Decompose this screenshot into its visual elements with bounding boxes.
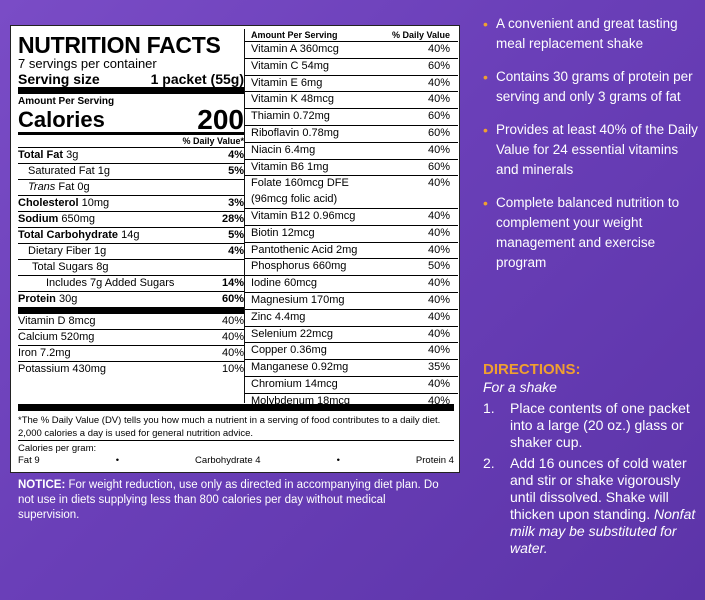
- vitamin-name: Magnesium 170mg: [251, 293, 345, 306]
- nutrient-dv: 4%: [228, 245, 244, 257]
- vitamin-name: Vitamin E 6mg: [251, 76, 323, 89]
- vitamin-row: [245, 159, 458, 176]
- vitamins-header: [245, 29, 458, 41]
- nutrient-row-total-fat: [18, 147, 244, 163]
- vitamin-dv: 40%: [427, 293, 450, 306]
- vitamin-row: [245, 175, 458, 208]
- feature-bullets: [483, 14, 701, 286]
- nutrient-dv: 5%: [228, 229, 244, 241]
- nutrient-row-dietary-fiber: [18, 243, 244, 259]
- calories-per-gram-label: Calories per gram:: [18, 440, 454, 455]
- directions-subheading: For a shake: [483, 379, 557, 395]
- vitamin-dv: 40%: [427, 344, 450, 357]
- vitamin-dv: 40%: [427, 93, 450, 106]
- servings-per-container: 7 servings per container: [18, 56, 157, 71]
- vitamin-dv: 40%: [427, 394, 450, 407]
- vitamin-row: [245, 75, 458, 92]
- vitamin-row: [245, 326, 458, 343]
- nutrition-left-column: [18, 31, 244, 377]
- vitamin-row: [245, 376, 458, 393]
- cpg-separator: •: [115, 455, 120, 466]
- mineral-name: Potassium 430mg: [18, 363, 107, 375]
- nutrient-row-trans-fat: [18, 179, 244, 195]
- vitamin-name: Iodine 60mcg: [251, 277, 318, 290]
- mineral-name: Calcium 520mg: [18, 331, 95, 343]
- nutrient-dv: 5%: [228, 165, 244, 177]
- step-text: Add 16 ounces of cold water and stir or shake vigorously until dissolved. Shake will thicken upon standing.: [510, 455, 687, 522]
- vitamin-name: Manganese 0.92mg: [251, 361, 349, 374]
- vitamin-row: [245, 342, 458, 359]
- vitamin-dv: 60%: [427, 110, 450, 123]
- cpg-carbohydrate: Carbohydrate 4: [195, 455, 261, 466]
- bullet-text: Provides at least 40% of the Daily Value for 24 essential vitamins and minerals: [496, 122, 698, 177]
- nutrient-amount: 1g: [94, 245, 107, 257]
- nutrient-name: Trans: [28, 181, 56, 193]
- serving-size: [18, 71, 244, 87]
- mineral-dv: 10%: [221, 363, 244, 375]
- daily-value-footnote: *The % Daily Value (DV) tells you how much a nutrient in a serving of food contributes to a daily diet. 2,000 calories a day is used for general nutrition advice.: [18, 415, 441, 439]
- vitamins-header-amount: Amount Per Serving: [251, 30, 338, 40]
- serving-size-label: Serving size: [18, 71, 100, 87]
- vitamin-row: [245, 41, 458, 58]
- cpg-separator: •: [336, 455, 340, 466]
- nutrient-name: Total Fat: [18, 149, 64, 161]
- vitamin-dv: 40%: [427, 310, 450, 323]
- bullet-item: [483, 67, 701, 107]
- mineral-row: [18, 314, 244, 329]
- vitamin-dv: 40%: [427, 327, 450, 340]
- vitamin-name: Vitamin A 360mcg: [251, 43, 339, 55]
- bullet-text: Complete balanced nutrition to complement your weight management and exercise program: [496, 195, 680, 270]
- directions-section: [483, 361, 701, 557]
- vitamin-row: [245, 309, 458, 326]
- vitamin-dv: 40%: [427, 243, 450, 256]
- vitamin-name: Thiamin 0.72mg: [251, 110, 330, 123]
- nutrient-amount: 1g: [97, 165, 110, 177]
- divider-thick: [18, 307, 244, 314]
- bullet-icon: •: [483, 122, 488, 138]
- step-text: Place contents of one packet into a large (20 oz.) glass or shaker cup.: [510, 400, 690, 450]
- vitamin-dv: 40%: [427, 177, 450, 190]
- nutrient-name: Sodium: [18, 213, 59, 225]
- mineral-dv: 40%: [221, 315, 244, 327]
- calories-per-gram-row: [18, 455, 454, 467]
- vitamin-row: [245, 108, 458, 125]
- nutrient-amount: 14g: [121, 229, 140, 241]
- vitamin-row: [245, 258, 458, 275]
- nutrient-dv: 14%: [221, 277, 244, 289]
- nutrient-name: Saturated Fat: [28, 165, 95, 177]
- nutrient-amount: 8g: [96, 261, 109, 273]
- vitamin-row: [245, 242, 458, 259]
- notice-body: For weight reduction, use only as directed in accompanying diet plan. Do not use in diets supplying less than 800 calories per day without medical supervision.: [18, 479, 439, 521]
- vitamin-name: Vitamin K 48mcg: [251, 93, 334, 106]
- vitamin-name: Folate 160mcg DFE (96mcg folic acid): [251, 177, 349, 206]
- vitamin-row: [245, 359, 458, 376]
- nutrient-name: Total Carbohydrate: [18, 229, 119, 241]
- vitamin-name: Chromium 14mcg: [251, 377, 338, 390]
- vitamins-list: [245, 41, 458, 410]
- nutrient-amount: Fat 0g: [58, 181, 90, 193]
- vitamin-row: [245, 292, 458, 309]
- nutrition-title: NUTRITION FACTS: [18, 32, 221, 58]
- direction-step-1: [483, 400, 701, 451]
- nutrient-name: Dietary Fiber: [28, 245, 91, 257]
- step-number: 2.: [483, 455, 495, 471]
- nutrient-dv: 4%: [228, 149, 244, 161]
- step-text-italic: Nonfat milk may be substituted for water.: [510, 506, 696, 556]
- vitamin-name: Vitamin B12 0.96mcg: [251, 209, 356, 222]
- nutrient-amount: 10mg: [81, 197, 110, 209]
- nutrient-dv: 60%: [221, 293, 244, 305]
- calories-label: Calories: [18, 107, 105, 132]
- vitamin-row: [245, 58, 458, 75]
- vitamin-dv: 40%: [427, 277, 450, 290]
- mineral-row: [18, 345, 244, 361]
- nutrient-row-sodium: [18, 211, 244, 227]
- notice-text: [18, 478, 448, 523]
- directions-heading: DIRECTIONS:: [483, 361, 581, 378]
- nutrition-footer: [18, 404, 454, 467]
- step-number: 1.: [483, 400, 495, 416]
- nutrient-amount: 3g: [66, 149, 79, 161]
- nutrient-row-total-carbohydrate: [18, 227, 244, 243]
- daily-value-header: % Daily Value*: [182, 136, 244, 146]
- serving-size-value: 1 packet (55g): [150, 71, 244, 87]
- mineral-dv: 40%: [221, 347, 244, 359]
- bullet-icon: •: [483, 16, 488, 32]
- nutrition-facts-panel: [10, 25, 460, 473]
- nutrient-row-protein: [18, 291, 244, 307]
- vitamin-name: Phosphorus 660mg: [251, 260, 347, 273]
- vitamin-name: Pantothenic Acid 2mg: [251, 243, 358, 256]
- vitamin-dv: 60%: [427, 59, 450, 72]
- bullet-item: [483, 14, 701, 54]
- bullet-text: A convenient and great tasting meal replacement shake: [496, 16, 678, 51]
- calories-value: 200: [197, 104, 244, 135]
- nutrient-name: Cholesterol: [18, 197, 79, 209]
- vitamin-dv: 40%: [427, 143, 450, 156]
- mineral-name: Vitamin D 8mcg: [18, 315, 96, 327]
- vitamin-name: Zinc 4.4mg: [251, 310, 306, 323]
- amount-per-serving: Amount Per Serving: [18, 96, 115, 107]
- divider-thick: [18, 87, 244, 94]
- notice-label: NOTICE:: [18, 479, 66, 491]
- nutrient-row-added-sugars: [18, 275, 244, 291]
- vitamin-row: [245, 208, 458, 225]
- vitamin-dv: 40%: [427, 377, 450, 390]
- nutrient-name: Total Sugars: [32, 261, 94, 273]
- cpg-protein: Protein 4: [415, 455, 454, 466]
- mineral-dv: 40%: [221, 331, 244, 343]
- vitamin-name: Vitamin C 54mg: [251, 59, 330, 72]
- mineral-row: [18, 329, 244, 345]
- vitamins-header-dv: % Daily Value: [391, 30, 450, 40]
- vitamin-dv: 50%: [427, 260, 450, 273]
- vitamin-name: Copper 0.36mg: [251, 344, 327, 357]
- nutrient-amount: 650mg: [61, 213, 96, 225]
- vitamin-name: Selenium 22mcg: [251, 327, 333, 340]
- bullet-text: Contains 30 grams of protein per serving and only 3 grams of fat: [496, 69, 693, 104]
- vitamin-name: Molybdenum 18mcg: [251, 394, 351, 407]
- vitamin-row: [245, 91, 458, 108]
- vitamin-row: [245, 142, 458, 159]
- mineral-row: [18, 361, 244, 377]
- calories-row: [18, 104, 244, 135]
- vitamin-row: [245, 125, 458, 142]
- nutrient-dv: 3%: [228, 197, 244, 209]
- vitamin-dv: 40%: [427, 226, 450, 239]
- vitamin-row: [245, 225, 458, 242]
- nutrient-name: Protein: [18, 293, 56, 305]
- mineral-name: Iron 7.2mg: [18, 347, 71, 359]
- nutrient-amount: 30g: [58, 293, 78, 305]
- nutrient-row-saturated-fat: [18, 163, 244, 179]
- vitamins-column: [244, 29, 458, 407]
- vitamin-name: Riboflavin 0.78mg: [251, 126, 340, 139]
- cpg-fat: Fat 9: [18, 455, 40, 466]
- vitamin-dv: 40%: [427, 43, 450, 55]
- vitamin-dv: 60%: [427, 160, 450, 173]
- vitamin-name: Biotin 12mcg: [251, 226, 315, 239]
- bullet-item: [483, 120, 701, 180]
- nutrient-dv: 28%: [221, 213, 244, 225]
- nutrient-row-total-sugars: [18, 259, 244, 275]
- vitamin-dv: 40%: [427, 76, 450, 89]
- bullet-icon: •: [483, 195, 488, 211]
- vitamin-dv: 60%: [427, 126, 450, 139]
- vitamin-row: [245, 275, 458, 292]
- direction-step-2: [483, 455, 701, 557]
- bullet-icon: •: [483, 69, 488, 85]
- vitamin-dv: 35%: [427, 361, 450, 374]
- nutrient-name: Includes 7g Added Sugars: [46, 277, 175, 289]
- vitamin-dv: 40%: [427, 209, 450, 222]
- vitamin-name: Niacin 6.4mg: [251, 143, 316, 156]
- bullet-item: [483, 193, 701, 273]
- nutrient-row-cholesterol: [18, 195, 244, 211]
- vitamin-name: Vitamin B6 1mg: [251, 160, 329, 173]
